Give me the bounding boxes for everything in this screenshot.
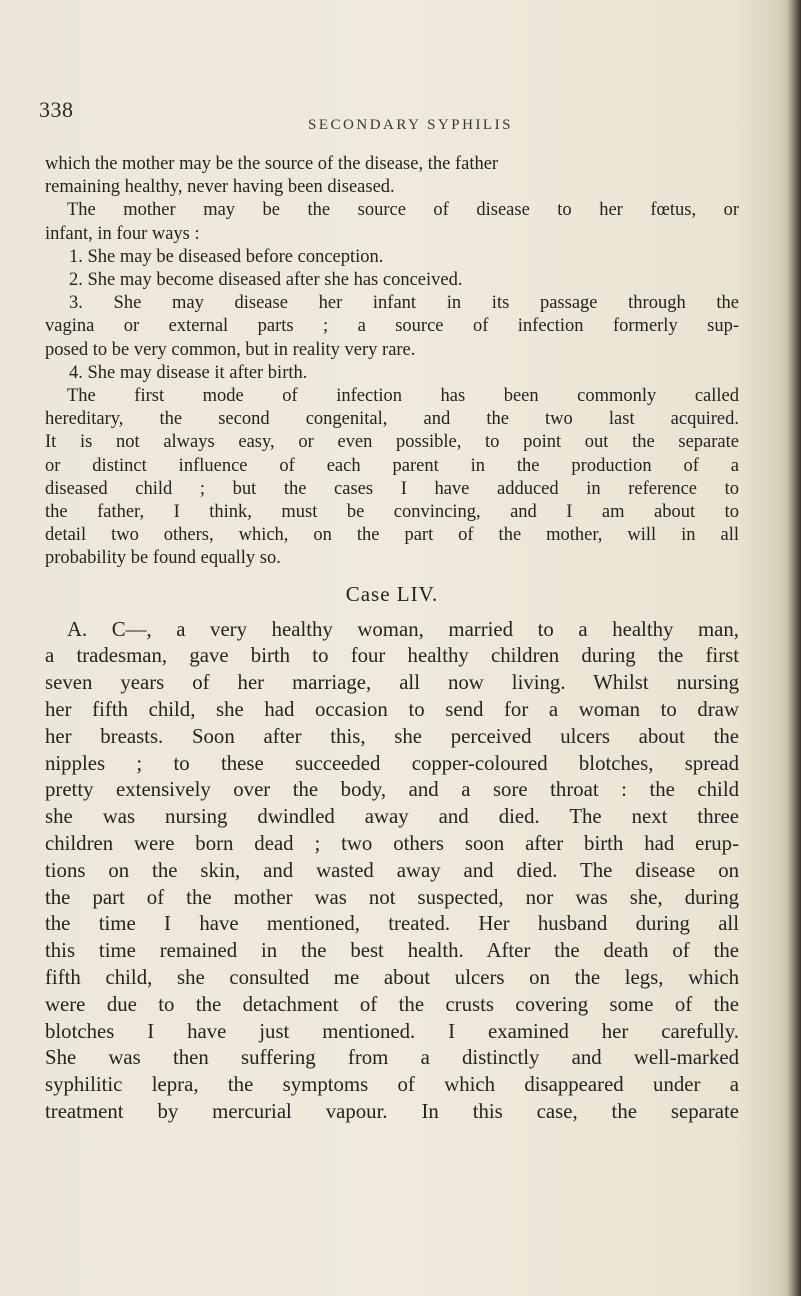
text-line: which the mother may be the source of the disease, the father: [45, 154, 499, 174]
text-line: children were born dead ; two others soon after birth had erup-: [45, 832, 739, 856]
text-line: remaining healthy, never having been diseased.: [45, 177, 395, 198]
text-line: hereditary, the second congenital, and the two last acquired.: [45, 409, 739, 430]
text-line: treatment by mercurial vapour. In this case, the separate: [45, 1100, 739, 1123]
text-line: 3. She may disease her infant in its passage through the: [69, 293, 739, 314]
text-line: diseased child ; but the cases I have adduced in reference to: [45, 478, 739, 499]
text-line: fifth child, she consulted me about ulcers on the legs, which: [45, 966, 739, 990]
text-line: she was nursing dwindled away and died. The next three: [45, 805, 739, 829]
text-line: a tradesman, gave birth to four healthy children during the first: [45, 644, 739, 668]
text-line: It is not always easy, or even possible, to point out the separate: [45, 432, 739, 453]
text-line: pretty extensively over the body, and a sore throat : the child: [45, 778, 739, 802]
text-line: her breasts. Soon after this, she perceived ulcers about the: [45, 724, 739, 748]
text-line: The first mode of infection has been commonly called: [67, 386, 739, 407]
text-line: 1. She may be diseased before conception.: [69, 246, 384, 267]
text-line: this time remained in the best health. After the death of the: [45, 939, 739, 963]
case-heading: Case LIV.: [345, 581, 439, 606]
running-head: SECONDARY SYPHILIS: [308, 117, 513, 133]
text-line: infant, in four ways :: [45, 223, 200, 244]
text-line: tions on the skin, and wasted away and died. The disease on: [45, 858, 739, 882]
case-section: [45, 617, 739, 1126]
text-line: posed to be very common, but in reality very rare.: [45, 339, 416, 360]
text-line: seven years of her marriage, all now living. Whilst nursing: [45, 671, 739, 695]
page-number: 338: [39, 97, 74, 122]
intro-section: [45, 153, 739, 571]
text-line: nipples ; to these succeeded copper-coloured blotches, spread: [45, 751, 739, 775]
text-line: the part of the mother was not suspected, nor was she, during: [45, 885, 739, 909]
text-line: probability be found equally so.: [45, 548, 281, 569]
text-line: blotches I have just mentioned. I examined her carefully.: [45, 1019, 739, 1043]
text-line: the father, I think, must be convincing, and I am about to: [45, 502, 739, 523]
text-line: the time I have mentioned, treated. Her husband during all: [45, 912, 739, 936]
text-line: syphilitic lepra, the symptoms of which disappeared under a: [45, 1073, 739, 1097]
text-line: or distinct influence of each parent in the production of a: [45, 455, 739, 476]
text-line: were due to the detachment of the crusts covering some of the: [45, 992, 739, 1016]
text-line: detail two others, which, on the part of the mother, will in all: [45, 525, 739, 546]
text-line: The mother may be the source of disease to her fœtus, or: [67, 200, 739, 221]
page-edge-shadow: [787, 0, 801, 1296]
text-line: A. C—, a very healthy woman, married to a healthy man,: [67, 617, 739, 641]
text-line: vagina or external parts ; a source of infection formerly sup-: [45, 316, 739, 337]
body-text: [45, 153, 739, 1126]
text-line: 4. She may disease it after birth.: [69, 362, 308, 383]
text-line: She was then suffering from a distinctly and well-marked: [45, 1046, 739, 1070]
text-line: her fifth child, she had occasion to send for a woman to draw: [45, 698, 739, 722]
text-line: 2. She may become diseased after she has conceived.: [69, 270, 463, 291]
